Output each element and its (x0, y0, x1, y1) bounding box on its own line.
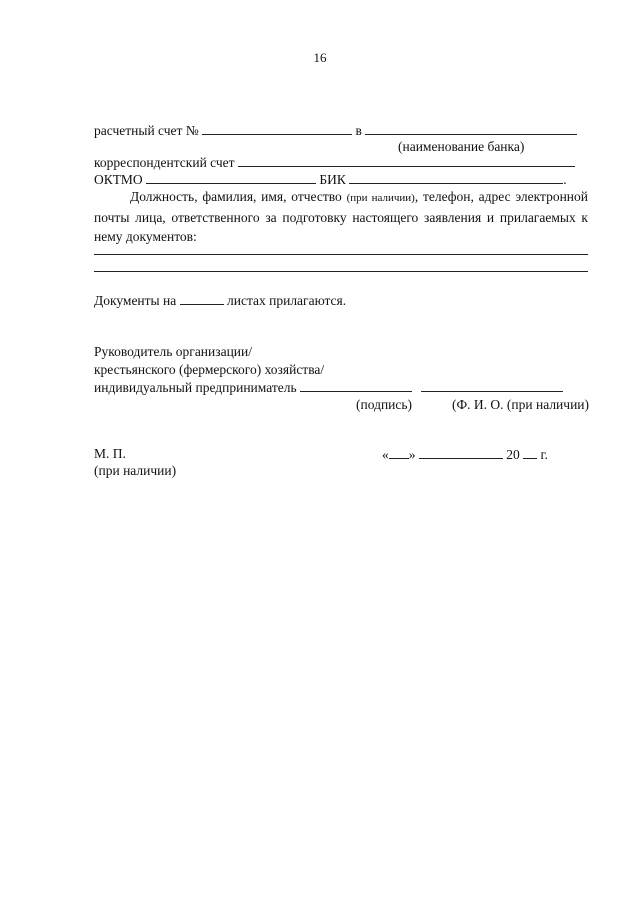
bik-label: БИК (319, 172, 346, 187)
date-row (382, 445, 548, 463)
bank-name-field[interactable] (365, 121, 577, 135)
signatory-row (94, 378, 588, 396)
year-field[interactable] (523, 445, 537, 459)
attachments-suffix: листах прилагаются. (226, 293, 347, 308)
page-number: 16 (313, 50, 327, 65)
year-suffix: г. (540, 447, 548, 462)
attachments-prefix: Документы на (94, 293, 177, 308)
day-field[interactable] (389, 445, 409, 459)
attachments-row (94, 291, 588, 309)
in-label: в (355, 123, 362, 138)
sheet-count-field[interactable] (180, 291, 224, 305)
oktmo-bik-end: . (563, 172, 567, 187)
signatory-line-3: индивидуальный предприниматель (94, 380, 297, 395)
corr-account-field[interactable] (238, 153, 575, 167)
responsible-text-end: , телефон, адрес электронной почты лица, ответственного за подготовку настоящего заявления и прилагаемых к нему документов: (94, 189, 588, 244)
signatory-line-2: крестьянского (фермерского) хозяйства/ (94, 362, 325, 377)
responsible-text-start: Должность, фамилия, имя, отчество (130, 189, 342, 204)
fio-field[interactable] (421, 378, 563, 392)
signature-caption: (подпись) (356, 397, 413, 412)
account-number-field[interactable] (202, 121, 352, 135)
date-close-quote: » (408, 447, 416, 462)
responsible-fill-line-1[interactable] (94, 254, 588, 255)
responsible-text-small: (при наличии) (346, 192, 415, 204)
signature-field[interactable] (300, 378, 412, 392)
month-field[interactable] (419, 445, 503, 459)
account-label: расчетный счет № (94, 123, 199, 138)
stamp-label: М. П. (94, 446, 126, 461)
oktmo-label: ОКТМО (94, 172, 143, 187)
bank-name-caption: (наименование банка) (398, 139, 525, 154)
responsible-fill-line-2[interactable] (94, 271, 588, 272)
signatory-line-1: Руководитель организации/ (94, 344, 253, 359)
bik-field[interactable] (349, 170, 563, 184)
oktmo-field[interactable] (146, 170, 316, 184)
fio-caption: (Ф. И. О. (при наличии) (452, 397, 590, 412)
responsible-person-paragraph (94, 187, 588, 246)
stamp-caption: (при наличии) (94, 463, 177, 478)
bank-account-row (94, 121, 588, 139)
corr-account-row (94, 153, 588, 171)
corr-account-label: корреспондентский счет (94, 155, 235, 170)
oktmo-bik-row (94, 170, 588, 188)
date-open-quote: « (382, 447, 389, 462)
year-prefix: 20 (506, 447, 520, 462)
